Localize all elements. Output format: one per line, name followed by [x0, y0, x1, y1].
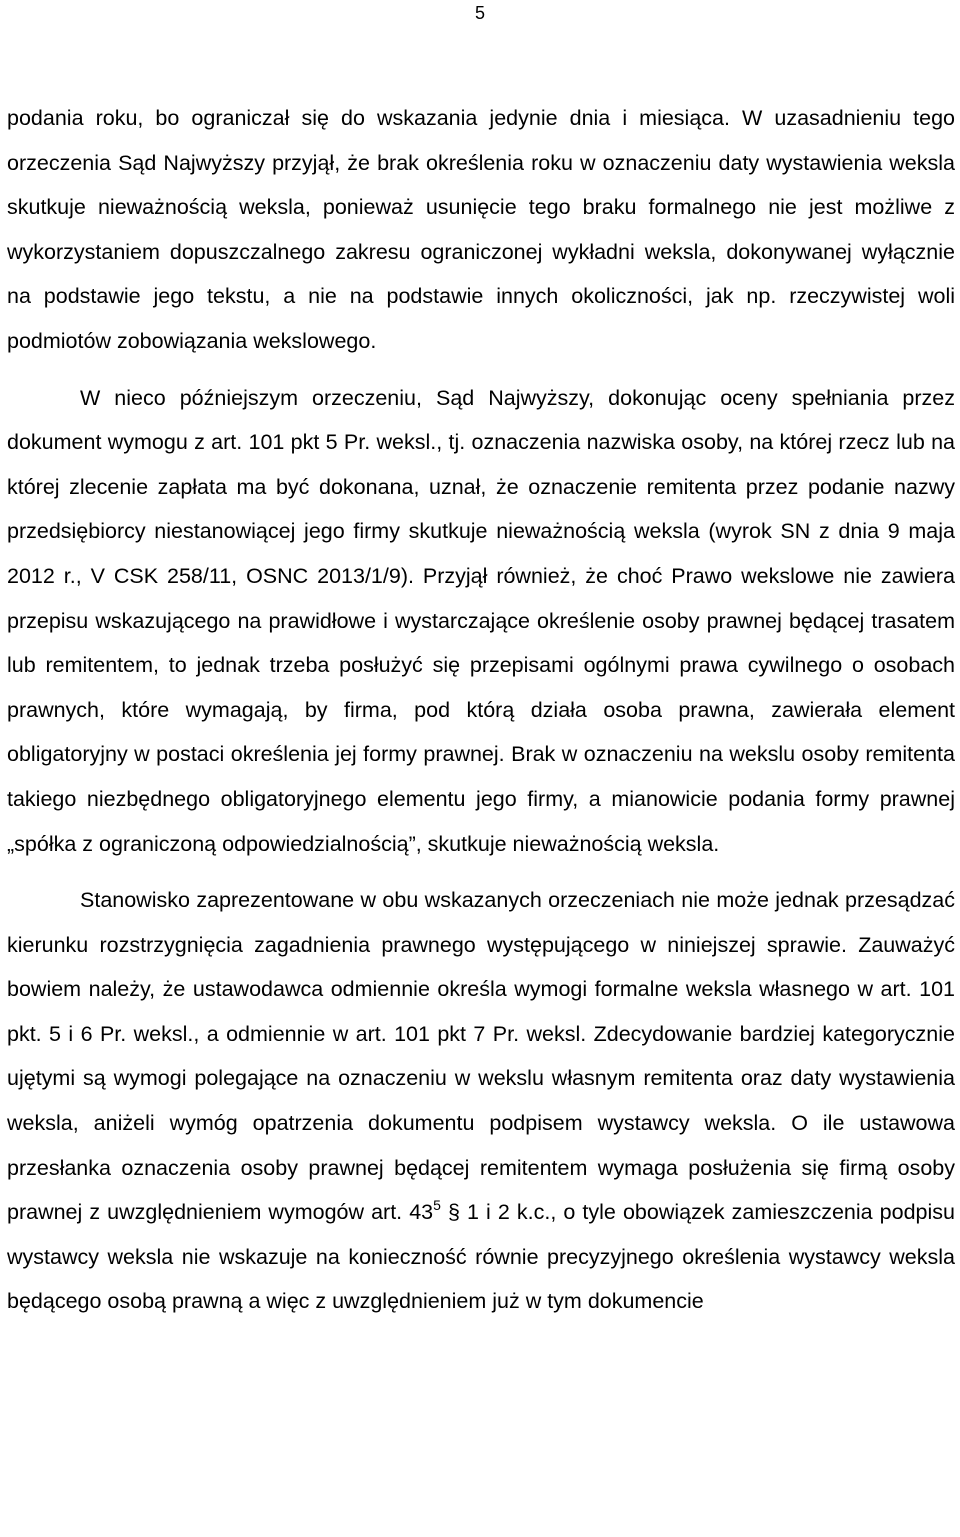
- paragraph-1: podania roku, bo ograniczał się do wskazania jedynie dnia i miesiąca. W uzasadnieniu tego orzeczenia Sąd Najwyższy przyjął, że brak określenia roku w oznaczeniu daty wystawienia weksla skutkuje nieważnością weksla, ponieważ usunięcie tego braku formalnego nie jest możliwe z wykorzystaniem dopuszczalnego zakresu ograniczonej wykładni weksla, dokonywanej wyłącznie na podstawie jego tekstu, a nie na podstawie innych okoliczności, jak np. rzeczywistej woli podmiotów zobowiązania wekslowego.: [7, 106, 955, 353]
- document-body: [7, 96, 955, 1336]
- paragraph-3-text-start: Stanowisko zaprezentowane w obu wskazanych orzeczeniach nie może jednak przesądzać kierunku rozstrzygnięcia zagadnienia prawnego występującego w niniejszej sprawie. Zauważyć bowiem należy, że ustawodawca odmiennie określa wymogi formalne weksla własnego w art. 101 pkt. 5 i 6 Pr. weksl., a odmiennie w art. 101 pkt 7 Pr. weksl. Zdecydowanie bardziej kategorycznie ujętymi są wymogi polegające na oznaczeniu w wekslu własnym remitenta oraz daty wystawienia weksla, aniżeli wymóg opatrzenia dokumentu podpisem wystawcy weksla. O ile ustawowa przesłanka oznaczenia osoby prawnej będącej remitentem wymaga posłużenia się firmą osoby prawnej z uwzględnieniem wymogów art. 43: [7, 888, 955, 1225]
- paragraph-3: [7, 878, 955, 1324]
- paragraph-2: W nieco późniejszym orzeczeniu, Sąd Najwyższy, dokonując oceny spełniania przez dokument wymogu z art. 101 pkt 5 Pr. weksl., tj. oznaczenia nazwiska osoby, na której rzecz lub na której zlecenie zapłata ma być dokonana, uznał, że oznaczenie remitenta przez podanie nazwy przedsiębiorcy niestanowiącej jego firmy skutkuje nieważnością weksla (wyrok SN z dnia 9 maja 2012 r., V CSK 258/11, OSNC 2013/1/9). Przyjął również, że choć Prawo wekslowe nie zawiera przepisu wskazującego na prawidłowe i wystarczające określenie osoby prawnej będącej trasatem lub remitentem, to jednak trzeba posłużyć się przepisami ogólnymi prawa cywilnego o osobach prawnych, które wymagają, by firma, pod którą działa osoba prawna, zawierała element obligatoryjny w postaci określenia jej formy prawnej. Brak w oznaczeniu na wekslu osoby remitenta takiego niezbędnego obligatoryjnego elementu jego firmy, a mianowicie podania formy prawnej „spółka z ograniczoną odpowiedzialnością”, skutkuje nieważnością weksla.: [7, 385, 955, 856]
- article-superscript: 5: [433, 1197, 441, 1214]
- paragraph-3-text-end: § 1 i 2 k.c., o tyle obowiązek zamieszczenia podpisu wystawcy weksla nie wskazuje na konieczność równie precyzyjnego określenia wystawcy weksla będącego osobą prawną a więc z uwzględnieniem już w tym dokumencie: [7, 1200, 955, 1314]
- page-number: 5: [474, 3, 485, 23]
